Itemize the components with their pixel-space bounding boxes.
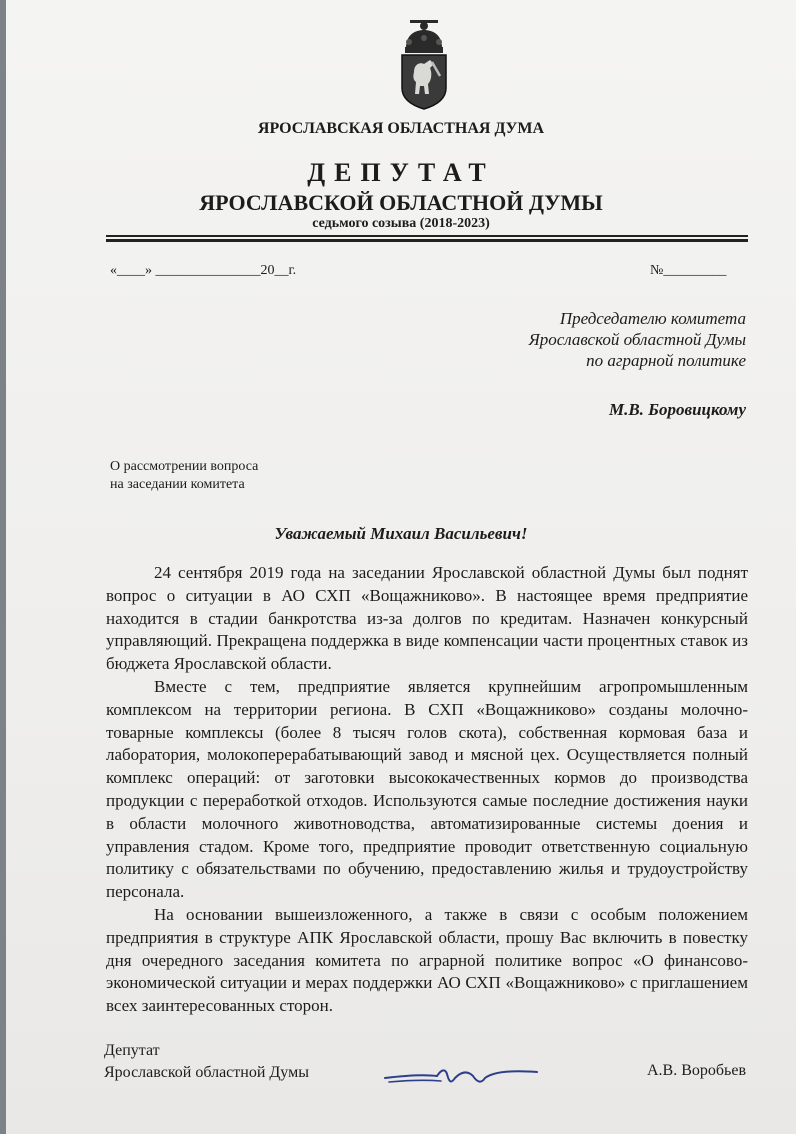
header-divider-thick bbox=[106, 239, 748, 242]
subject-line: на заседании комитета bbox=[110, 477, 245, 492]
signatory-title-line: Ярославской областной Думы bbox=[104, 1064, 309, 1081]
body-paragraph: 24 сентября 2019 года на заседании Ярославской областной Думы был поднят вопрос о ситуации в АО СХП «Вощажниково». В настоящее время предприятие находится в стадии банкротства из-за долгов по кредитам. Назначен конкурсный управляющий. Прекращена поддержка в виде компенсации части процентных ставок из бюджета Ярославской области. bbox=[106, 563, 748, 674]
letter-page bbox=[6, 0, 796, 1134]
convocation-label: седьмого созыва (2018-2023) bbox=[312, 216, 490, 231]
date-field: «____» _______________20__г. bbox=[110, 263, 297, 278]
signatory-title bbox=[104, 1040, 309, 1084]
letterhead-subtitle: ЯРОСЛАВСКОЙ ОБЛАСТНОЙ ДУМЫ bbox=[199, 190, 603, 215]
signatory-title-line: Депутат bbox=[104, 1042, 160, 1059]
salutation: Уважаемый Михаил Васильевич! bbox=[274, 524, 528, 543]
header-divider-thin bbox=[106, 235, 748, 237]
subject-block bbox=[110, 458, 258, 494]
addressee-line: Председателю комитета bbox=[559, 309, 746, 328]
organization-name: ЯРОСЛАВСКАЯ ОБЛАСТНАЯ ДУМА bbox=[257, 120, 545, 137]
number-field: №_________ bbox=[650, 263, 727, 278]
coat-of-arms-icon bbox=[396, 20, 452, 110]
addressee-block bbox=[529, 308, 746, 371]
signatory-name: А.В. Воробьев bbox=[647, 1062, 746, 1079]
addressee-name: М.В. Боровицкому bbox=[608, 400, 746, 419]
body-paragraph: Вместе с тем, предприятие является крупнейшим агропромышленным комплексом на территории региона. В СХП «Вощажниково» созданы молочно-товарные комплексы (более 8 тысяч голов скота), собственная кормовая база и лаборатория, молокоперерабатывающий завод и мясной цех. Осуществляется полный комплекс операций: от заготовки высококачественных кормов до производства продукции с переработкой отходов. Используются самые последние достижения науки в области молочного животноводства, автоматизированные системы доения и управления стадом. Кроме того, предприятие проводит ответственную социальную политику с обязательствами по обучению, предоставлению жилья и трудоустройству персонала. bbox=[106, 676, 748, 902]
body-paragraph: На основании вышеизложенного, а также в связи с особым положением предприятия в структуре АПК Ярославской области, прошу Вас включить в повестку дня очередного заседания комитета по аграрной политике вопрос «О финансово-экономической ситуации и мерах поддержки АО СХП «Вощажниково» с приглашением всех заинтересованных сторон. bbox=[106, 904, 748, 1016]
addressee-line: Ярославской областной Думы bbox=[528, 330, 746, 349]
subject-line: О рассмотрении вопроса bbox=[110, 459, 259, 474]
handwritten-signature bbox=[381, 1060, 541, 1092]
addressee-line: по аграрной политике bbox=[586, 351, 746, 370]
letterhead-title: ДЕПУТАТ bbox=[307, 158, 495, 187]
letter-body bbox=[106, 562, 748, 1018]
